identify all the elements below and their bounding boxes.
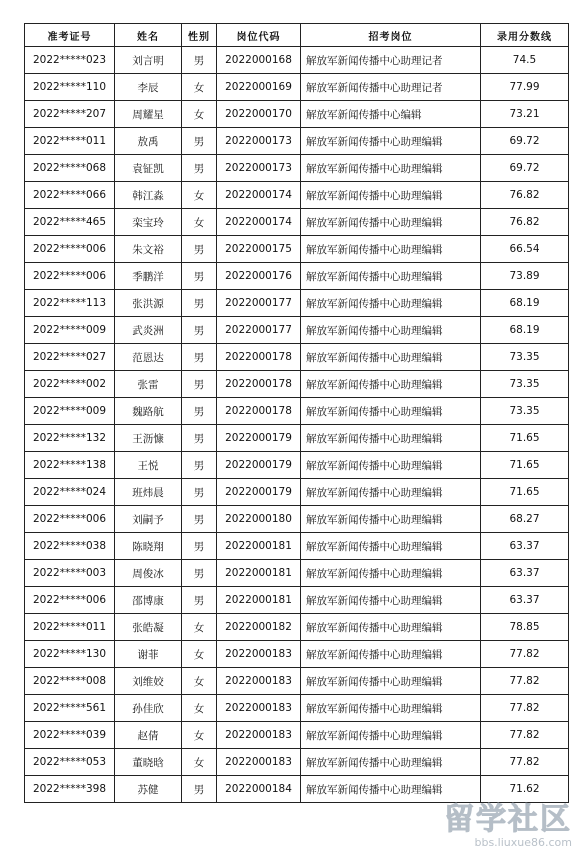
- cell-name: 刘言明: [115, 47, 182, 74]
- cell-score-line: 77.82: [481, 722, 569, 749]
- cell-exam-id: 2022*****110: [25, 74, 115, 101]
- cell-name: 周俊冰: [115, 560, 182, 587]
- cell-gender: 男: [182, 560, 217, 587]
- cell-exam-id: 2022*****006: [25, 263, 115, 290]
- cell-exam-id: 2022*****207: [25, 101, 115, 128]
- cell-gender: 男: [182, 398, 217, 425]
- cell-position-code: 2022000183: [217, 749, 301, 776]
- cell-gender: 男: [182, 317, 217, 344]
- cell-name: 韩江淼: [115, 182, 182, 209]
- cell-exam-id: 2022*****024: [25, 479, 115, 506]
- table-row: [25, 479, 569, 506]
- site-watermark: [444, 804, 572, 849]
- table-row: [25, 128, 569, 155]
- header-score-line: 录用分数线: [481, 24, 569, 47]
- cell-position: 解放军新闻传播中心助理编辑: [301, 776, 481, 803]
- cell-score-line: 77.82: [481, 695, 569, 722]
- header-position: 招考岗位: [301, 24, 481, 47]
- cell-name: 季鹏洋: [115, 263, 182, 290]
- cell-exam-id: 2022*****113: [25, 290, 115, 317]
- header-exam-id: 准考证号: [25, 24, 115, 47]
- cell-score-line: 73.35: [481, 371, 569, 398]
- cell-position: 解放军新闻传播中心助理编辑: [301, 344, 481, 371]
- cell-name: 刘维姣: [115, 668, 182, 695]
- cell-name: 范恩达: [115, 344, 182, 371]
- cell-score-line: 71.65: [481, 479, 569, 506]
- cell-position-code: 2022000183: [217, 668, 301, 695]
- cell-exam-id: 2022*****132: [25, 425, 115, 452]
- cell-score-line: 63.37: [481, 587, 569, 614]
- cell-position: 解放军新闻传播中心助理编辑: [301, 479, 481, 506]
- cell-name: 张皓凝: [115, 614, 182, 641]
- cell-position-code: 2022000180: [217, 506, 301, 533]
- cell-gender: 男: [182, 47, 217, 74]
- cell-position: 解放军新闻传播中心助理编辑: [301, 587, 481, 614]
- cell-exam-id: 2022*****068: [25, 155, 115, 182]
- cell-exam-id: 2022*****130: [25, 641, 115, 668]
- cell-gender: 女: [182, 101, 217, 128]
- cell-name: 朱文裕: [115, 236, 182, 263]
- cell-position: 解放军新闻传播中心编辑: [301, 101, 481, 128]
- cell-score-line: 73.21: [481, 101, 569, 128]
- cell-position: 解放军新闻传播中心助理编辑: [301, 749, 481, 776]
- cell-score-line: 63.37: [481, 560, 569, 587]
- cell-exam-id: 2022*****011: [25, 128, 115, 155]
- cell-exam-id: 2022*****009: [25, 398, 115, 425]
- cell-exam-id: 2022*****002: [25, 371, 115, 398]
- cell-gender: 男: [182, 479, 217, 506]
- cell-exam-id: 2022*****006: [25, 506, 115, 533]
- cell-position: 解放军新闻传播中心助理编辑: [301, 290, 481, 317]
- table-row: [25, 722, 569, 749]
- cell-gender: 女: [182, 641, 217, 668]
- cell-position: 解放军新闻传播中心助理编辑: [301, 533, 481, 560]
- cell-gender: 女: [182, 209, 217, 236]
- table-row: [25, 452, 569, 479]
- cell-exam-id: 2022*****006: [25, 236, 115, 263]
- table-row: [25, 776, 569, 803]
- table-row: [25, 101, 569, 128]
- cell-position-code: 2022000184: [217, 776, 301, 803]
- table-row: [25, 425, 569, 452]
- cell-exam-id: 2022*****561: [25, 695, 115, 722]
- cell-position-code: 2022000175: [217, 236, 301, 263]
- table-row: [25, 209, 569, 236]
- cell-exam-id: 2022*****003: [25, 560, 115, 587]
- cell-score-line: 68.19: [481, 317, 569, 344]
- cell-name: 刘嗣予: [115, 506, 182, 533]
- cell-gender: 男: [182, 344, 217, 371]
- cell-name: 袁钲凯: [115, 155, 182, 182]
- cell-position-code: 2022000177: [217, 317, 301, 344]
- cell-position-code: 2022000179: [217, 452, 301, 479]
- table-row: [25, 317, 569, 344]
- cell-gender: 男: [182, 452, 217, 479]
- cell-score-line: 78.85: [481, 614, 569, 641]
- cell-position: 解放军新闻传播中心助理编辑: [301, 236, 481, 263]
- cell-gender: 女: [182, 722, 217, 749]
- cell-position: 解放军新闻传播中心助理编辑: [301, 317, 481, 344]
- cell-score-line: 76.82: [481, 182, 569, 209]
- cell-position: 解放军新闻传播中心助理编辑: [301, 560, 481, 587]
- cell-position: 解放军新闻传播中心助理编辑: [301, 641, 481, 668]
- cell-score-line: 68.19: [481, 290, 569, 317]
- table-row: [25, 614, 569, 641]
- cell-position-code: 2022000183: [217, 722, 301, 749]
- cell-position-code: 2022000181: [217, 533, 301, 560]
- cell-position-code: 2022000183: [217, 641, 301, 668]
- cell-position: 解放军新闻传播中心助理编辑: [301, 506, 481, 533]
- cell-gender: 男: [182, 506, 217, 533]
- header-position-code: 岗位代码: [217, 24, 301, 47]
- cell-position-code: 2022000178: [217, 398, 301, 425]
- cell-position-code: 2022000173: [217, 155, 301, 182]
- cell-score-line: 71.65: [481, 452, 569, 479]
- cell-position: 解放军新闻传播中心助理记者: [301, 74, 481, 101]
- cell-name: 敖禹: [115, 128, 182, 155]
- cell-name: 陈晓翔: [115, 533, 182, 560]
- cell-position: 解放军新闻传播中心助理编辑: [301, 668, 481, 695]
- cell-exam-id: 2022*****009: [25, 317, 115, 344]
- cell-score-line: 73.89: [481, 263, 569, 290]
- cell-exam-id: 2022*****023: [25, 47, 115, 74]
- table-row: [25, 155, 569, 182]
- table-row: [25, 371, 569, 398]
- cell-name: 苏健: [115, 776, 182, 803]
- table-row: [25, 263, 569, 290]
- cell-gender: 女: [182, 182, 217, 209]
- cell-gender: 男: [182, 425, 217, 452]
- cell-score-line: 76.82: [481, 209, 569, 236]
- cell-position: 解放军新闻传播中心助理编辑: [301, 722, 481, 749]
- cell-position-code: 2022000170: [217, 101, 301, 128]
- cell-gender: 男: [182, 236, 217, 263]
- table-row: [25, 74, 569, 101]
- cell-name: 张洪源: [115, 290, 182, 317]
- table-row: [25, 587, 569, 614]
- table-row: [25, 668, 569, 695]
- table-row: [25, 398, 569, 425]
- table-body: [25, 47, 569, 803]
- cell-name: 张雷: [115, 371, 182, 398]
- cell-name: 武炎洲: [115, 317, 182, 344]
- table-row: [25, 182, 569, 209]
- cell-gender: 男: [182, 263, 217, 290]
- cell-position-code: 2022000169: [217, 74, 301, 101]
- cell-exam-id: 2022*****006: [25, 587, 115, 614]
- cell-position: 解放军新闻传播中心助理编辑: [301, 263, 481, 290]
- cell-position-code: 2022000174: [217, 209, 301, 236]
- watermark-url: bbs.liuxue86.com: [474, 836, 572, 849]
- cell-name: 栾宝玲: [115, 209, 182, 236]
- cell-gender: 女: [182, 695, 217, 722]
- cell-position-code: 2022000179: [217, 479, 301, 506]
- cell-score-line: 73.35: [481, 344, 569, 371]
- table-row: [25, 560, 569, 587]
- cell-score-line: 73.35: [481, 398, 569, 425]
- cell-name: 谢菲: [115, 641, 182, 668]
- cell-position-code: 2022000182: [217, 614, 301, 641]
- cell-exam-id: 2022*****138: [25, 452, 115, 479]
- cell-score-line: 74.5: [481, 47, 569, 74]
- table-row: [25, 749, 569, 776]
- cell-gender: 女: [182, 749, 217, 776]
- cell-score-line: 77.99: [481, 74, 569, 101]
- cell-exam-id: 2022*****066: [25, 182, 115, 209]
- admission-score-table: [24, 23, 569, 803]
- cell-name: 李辰: [115, 74, 182, 101]
- cell-position-code: 2022000177: [217, 290, 301, 317]
- cell-name: 董晓晗: [115, 749, 182, 776]
- cell-position-code: 2022000178: [217, 344, 301, 371]
- cell-gender: 男: [182, 776, 217, 803]
- table-row: [25, 236, 569, 263]
- cell-position-code: 2022000173: [217, 128, 301, 155]
- table-row: [25, 641, 569, 668]
- header-name: 姓名: [115, 24, 182, 47]
- cell-position-code: 2022000179: [217, 425, 301, 452]
- cell-position-code: 2022000183: [217, 695, 301, 722]
- cell-score-line: 77.82: [481, 749, 569, 776]
- cell-score-line: 77.82: [481, 668, 569, 695]
- cell-score-line: 68.27: [481, 506, 569, 533]
- cell-exam-id: 2022*****465: [25, 209, 115, 236]
- cell-name: 周耀星: [115, 101, 182, 128]
- cell-name: 王沥慷: [115, 425, 182, 452]
- cell-score-line: 66.54: [481, 236, 569, 263]
- cell-name: 邵博康: [115, 587, 182, 614]
- table-row: [25, 344, 569, 371]
- cell-gender: 男: [182, 533, 217, 560]
- cell-gender: 女: [182, 668, 217, 695]
- cell-gender: 男: [182, 587, 217, 614]
- cell-exam-id: 2022*****038: [25, 533, 115, 560]
- cell-gender: 女: [182, 614, 217, 641]
- cell-gender: 男: [182, 155, 217, 182]
- table-row: [25, 506, 569, 533]
- cell-exam-id: 2022*****398: [25, 776, 115, 803]
- cell-position: 解放军新闻传播中心助理编辑: [301, 371, 481, 398]
- cell-score-line: 63.37: [481, 533, 569, 560]
- cell-name: 王悦: [115, 452, 182, 479]
- cell-gender: 男: [182, 128, 217, 155]
- cell-exam-id: 2022*****011: [25, 614, 115, 641]
- cell-position-code: 2022000181: [217, 587, 301, 614]
- cell-position: 解放军新闻传播中心助理编辑: [301, 452, 481, 479]
- cell-position-code: 2022000178: [217, 371, 301, 398]
- cell-name: 魏路航: [115, 398, 182, 425]
- cell-score-line: 71.65: [481, 425, 569, 452]
- cell-name: 赵倩: [115, 722, 182, 749]
- cell-score-line: 77.82: [481, 641, 569, 668]
- cell-position-code: 2022000168: [217, 47, 301, 74]
- cell-position-code: 2022000174: [217, 182, 301, 209]
- cell-position: 解放军新闻传播中心助理编辑: [301, 398, 481, 425]
- table-row: [25, 695, 569, 722]
- cell-position: 解放军新闻传播中心助理记者: [301, 47, 481, 74]
- cell-gender: 男: [182, 371, 217, 398]
- cell-position: 解放军新闻传播中心助理编辑: [301, 155, 481, 182]
- header-gender: 性别: [182, 24, 217, 47]
- cell-position: 解放军新闻传播中心助理编辑: [301, 209, 481, 236]
- cell-gender: 女: [182, 74, 217, 101]
- table-header-row: [25, 24, 569, 47]
- cell-score-line: 71.62: [481, 776, 569, 803]
- cell-position: 解放军新闻传播中心助理编辑: [301, 128, 481, 155]
- cell-exam-id: 2022*****008: [25, 668, 115, 695]
- cell-position-code: 2022000176: [217, 263, 301, 290]
- cell-score-line: 69.72: [481, 155, 569, 182]
- cell-gender: 男: [182, 290, 217, 317]
- watermark-title: 留学社区: [444, 802, 572, 837]
- cell-name: 孙佳欣: [115, 695, 182, 722]
- cell-exam-id: 2022*****053: [25, 749, 115, 776]
- cell-score-line: 69.72: [481, 128, 569, 155]
- cell-exam-id: 2022*****027: [25, 344, 115, 371]
- table-row: [25, 47, 569, 74]
- cell-position-code: 2022000181: [217, 560, 301, 587]
- cell-position: 解放军新闻传播中心助理编辑: [301, 425, 481, 452]
- cell-position: 解放军新闻传播中心助理编辑: [301, 614, 481, 641]
- table-row: [25, 533, 569, 560]
- cell-exam-id: 2022*****039: [25, 722, 115, 749]
- table-row: [25, 290, 569, 317]
- cell-position: 解放军新闻传播中心助理编辑: [301, 695, 481, 722]
- cell-name: 班炜晨: [115, 479, 182, 506]
- cell-position: 解放军新闻传播中心助理编辑: [301, 182, 481, 209]
